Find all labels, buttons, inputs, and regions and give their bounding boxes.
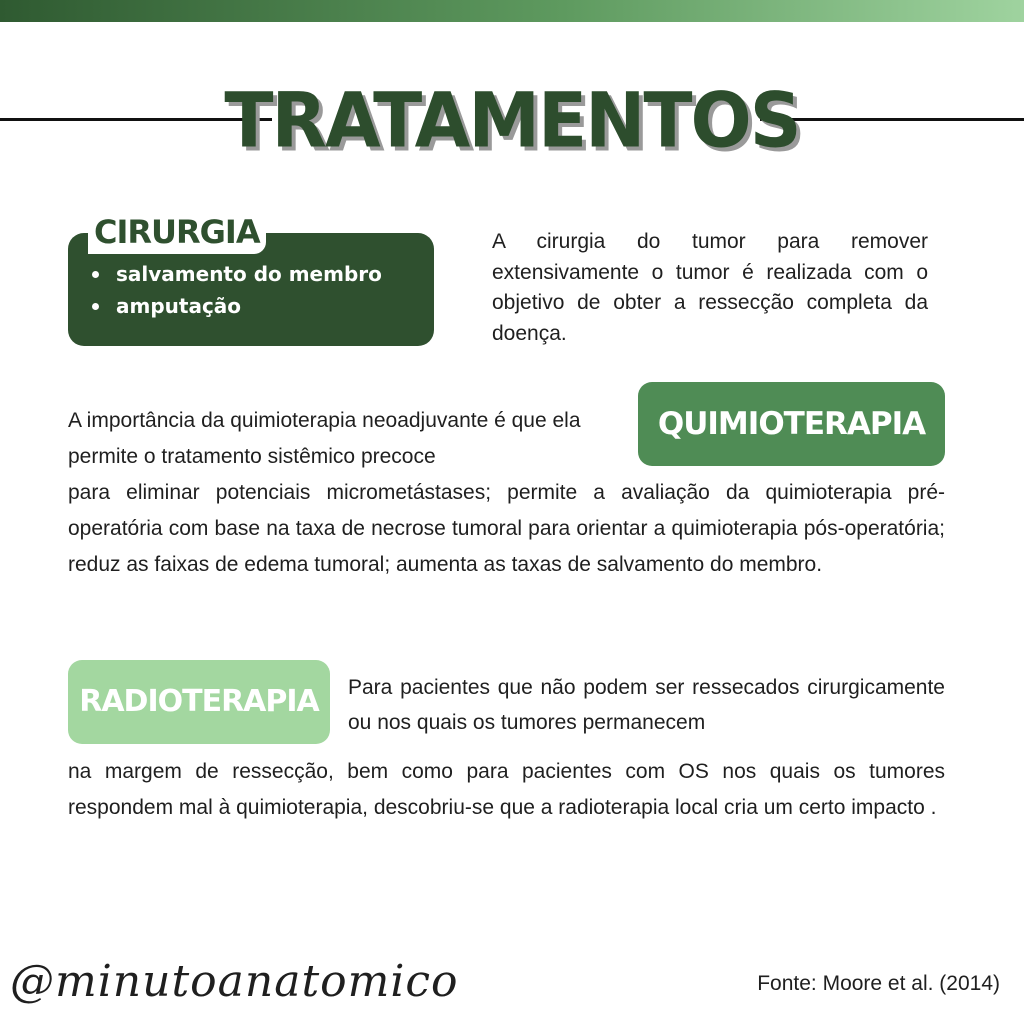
top-gradient-bar [0,0,1024,22]
quimioterapia-description: para eliminar potenciais micrometástases; permite a avaliação da quimioterapia pré-operatória com base na taxa de necrose tumoral para orientar a quimioterapia pós-operatória; reduz as faixas de edema tumoral; aumenta as taxas de salvamento do membro. [68,481,945,576]
cirurgia-label: CIRURGIA [88,210,266,254]
radioterapia-description-intro: Para pacientes que não podem ser ressecados cirurgicamente ou nos quais os tumores permanecem [348,676,945,734]
author-handle: @minutoanatomico [10,956,459,1007]
radioterapia-label: RADIOTERAPIA [79,684,319,719]
source-citation: Fonte: Moore et al. (2014) [757,972,1000,995]
radioterapia-card [68,660,330,744]
cirurgia-list [90,258,382,322]
quimioterapia-description-intro: A importância da quimioterapia neoadjuvante é que ela permite o tratamento sistêmico precoce [68,409,581,468]
quimioterapia-label: QUIMIOTERAPIA [657,406,926,442]
quimioterapia-card [638,382,945,466]
radioterapia-description: na margem de ressecção, bem como para pacientes com OS nos quais os tumores respondem mal à quimioterapia, descobriu-se que a radioterapia local cria um certo impacto . [68,760,945,819]
list-item: salvamento do membro [90,258,382,290]
page-title: TRATAMENTOS [224,75,800,165]
cirurgia-description: A cirurgia do tumor para remover extensivamente o tumor é realizada com o objetivo de obter a ressecção completa da doença. [492,230,928,345]
list-item: amputação [90,290,382,322]
